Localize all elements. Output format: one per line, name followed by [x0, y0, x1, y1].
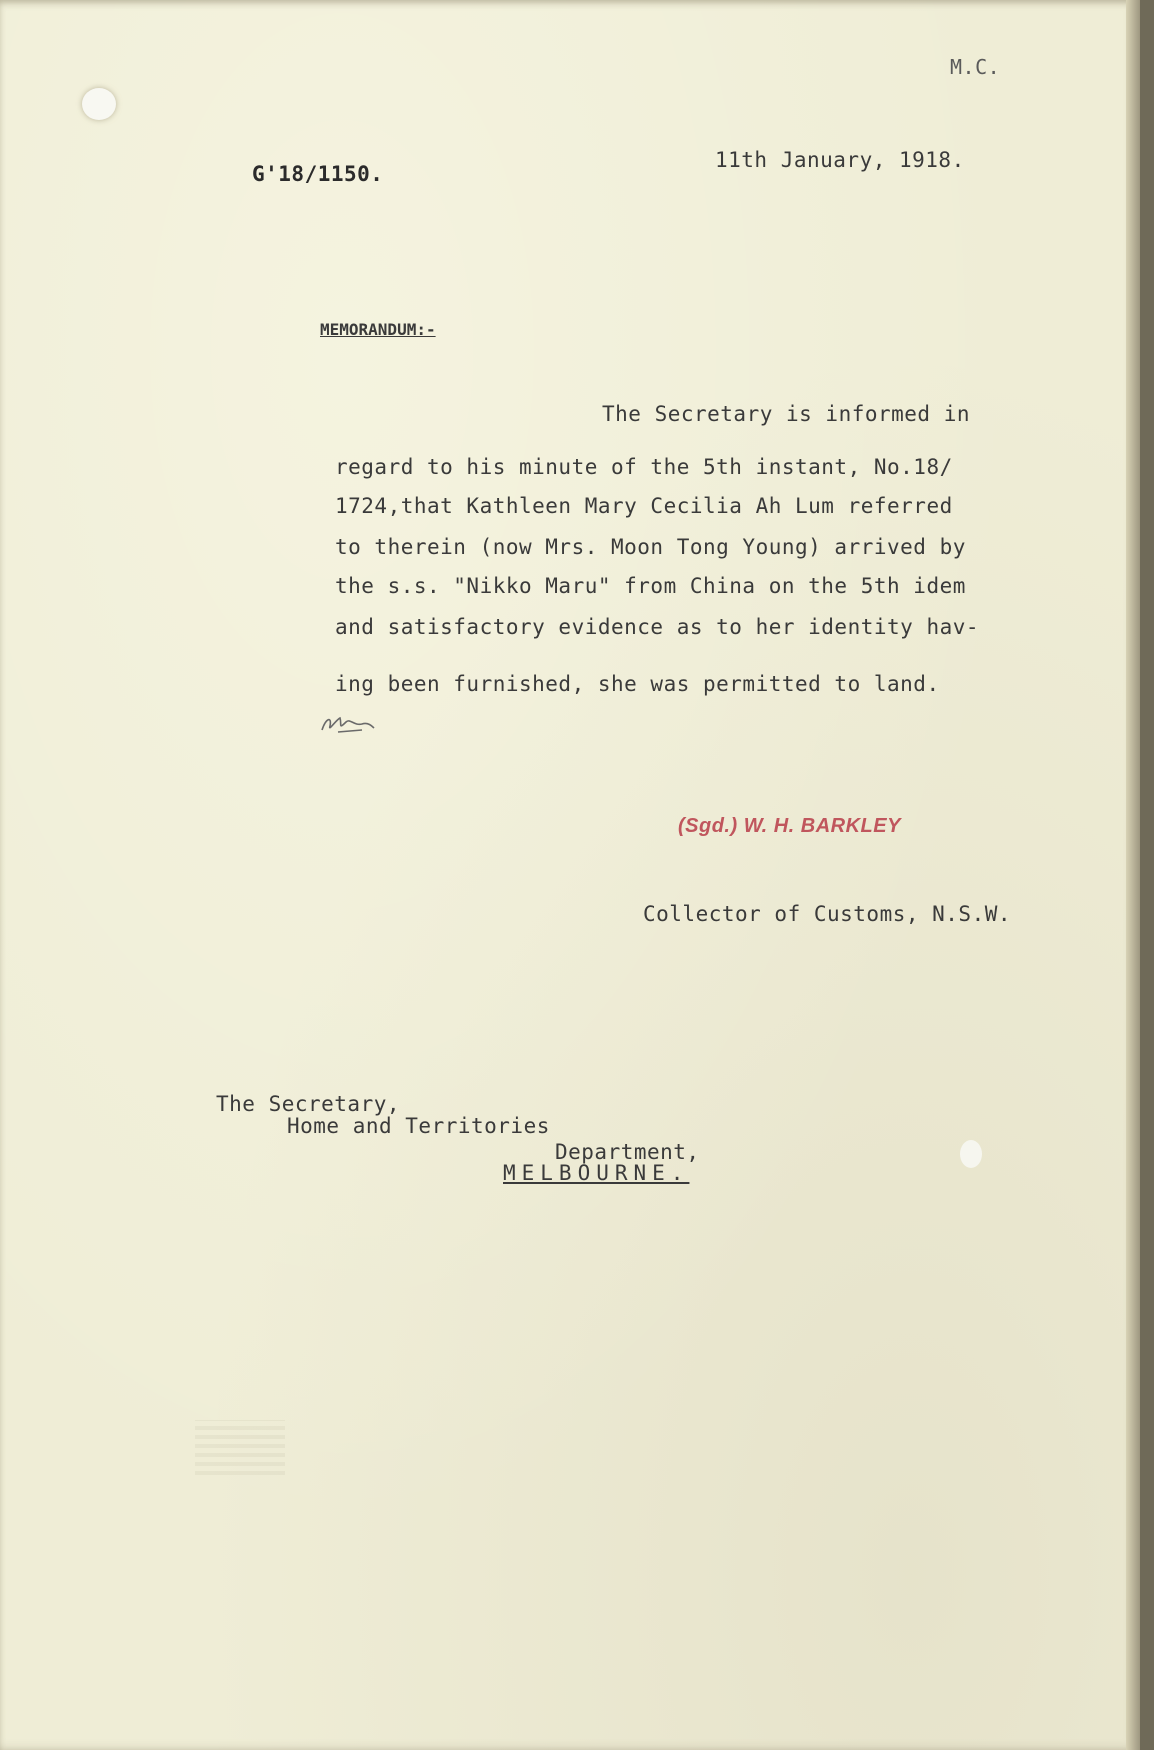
address-line: The Secretary,: [216, 1092, 401, 1116]
paper-spot: [960, 1140, 982, 1168]
address-line: Department,: [555, 1140, 700, 1164]
handwritten-initials-icon: [318, 708, 378, 738]
address-city: MELBOURNE.: [503, 1161, 690, 1185]
body-line: 1724,that Kathleen Mary Cecilia Ah Lum referred: [335, 494, 953, 518]
body-line: The Secretary is informed in: [602, 402, 971, 426]
body-line: to therein (now Mrs. Moon Tong Young) arrived by: [335, 535, 966, 559]
file-mark: M.C.: [950, 55, 1001, 79]
address-line: Home and Territories: [287, 1114, 550, 1138]
paper-edge: [1126, 0, 1140, 1750]
document-date: 11th January, 1918.: [715, 148, 965, 172]
memorandum-heading: MEMORANDUM:-: [320, 320, 436, 339]
body-line: regard to his minute of the 5th instant, No.18/: [335, 455, 953, 479]
faint-show-through: [195, 1420, 285, 1475]
body-line: ing been furnished, she was permitted to land.: [335, 672, 940, 696]
body-line: the s.s. "Nikko Maru" from China on the 5th idem: [335, 574, 966, 598]
paper-hole-mark: [82, 88, 116, 120]
signature-stamp: (Sgd.) W. H. BARKLEY: [678, 815, 901, 837]
signatory-title: Collector of Customs, N.S.W.: [643, 902, 1012, 926]
body-line: and satisfactory evidence as to her identity hav-: [335, 615, 980, 639]
reference-number: G'18/1150.: [252, 162, 384, 186]
